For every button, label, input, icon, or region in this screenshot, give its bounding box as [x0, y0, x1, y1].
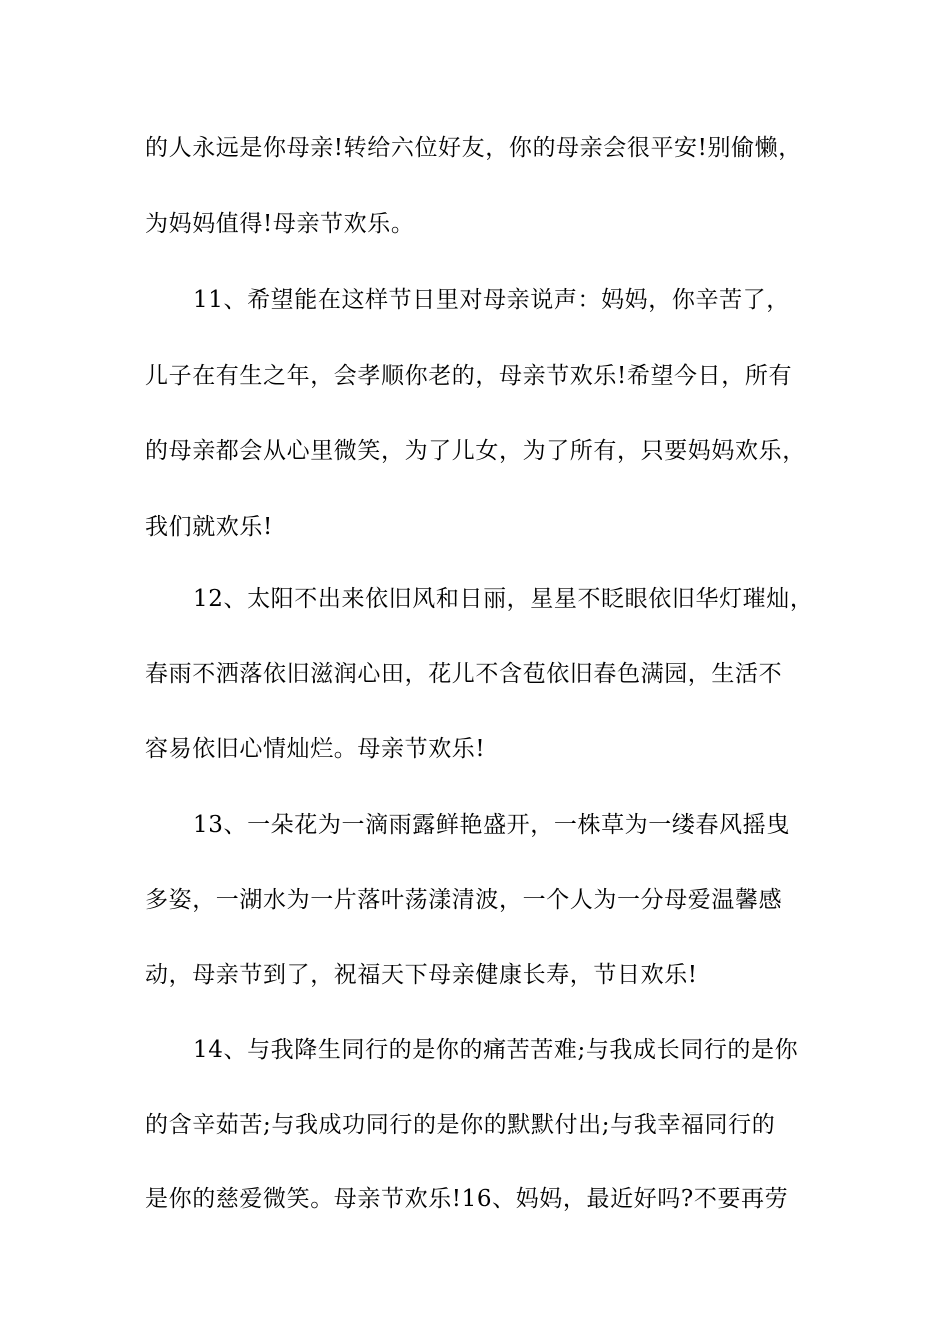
paragraph-13-line-1: 13、一朵花为一滴雨露鲜艳盛开，一株草为一缕春风摇曳: [193, 812, 790, 838]
paragraph-14-line-1: 14、与我降生同行的是你的痛苦苦难;与我成长同行的是你: [193, 1037, 799, 1063]
paragraph-11-line-1: 11、希望能在这样节日里对母亲说声：妈妈，你辛苦了，: [193, 287, 790, 313]
paragraph-11-line-3: 的母亲都会从心里微笑，为了儿女，为了所有，只要妈妈欢乐，: [145, 438, 806, 464]
paragraph-12-line-3: 容易依旧心情灿烂。母亲节欢乐!: [145, 736, 486, 762]
paragraph-12-line-2: 春雨不洒落依旧滋润心田，花儿不含苞依旧春色满园，生活不: [145, 661, 783, 687]
paragraph-11-line-2: 儿子在有生之年，会孝顺你老的，母亲节欢乐!希望今日，所有: [145, 363, 793, 389]
paragraph-14-line-3: 是你的慈爱微笑。母亲节欢乐!16、妈妈，最近好吗?不要再劳: [145, 1186, 789, 1212]
text-line-2: 为妈妈值得!母亲节欢乐。: [145, 211, 415, 237]
paragraph-12-line-1: 12、太阳不出来依旧风和日丽，星星不眨眼依旧华灯璀灿，: [193, 586, 814, 612]
paragraph-13-line-3: 动，母亲节到了，祝福天下母亲健康长寿，节日欢乐!: [145, 962, 698, 988]
paragraph-13-line-2: 多姿，一湖水为一片落叶荡漾清波，一个人为一分母爱温馨感: [145, 887, 783, 913]
paragraph-14-line-2: 的含辛茹苦;与我成功同行的是你的默默付出;与我幸福同行的: [145, 1112, 776, 1138]
text-line-1: 的人永远是你母亲!转给六位好友，你的母亲会很平安!别偷懒，: [145, 135, 802, 161]
paragraph-11-line-4: 我们就欢乐!: [145, 514, 273, 540]
